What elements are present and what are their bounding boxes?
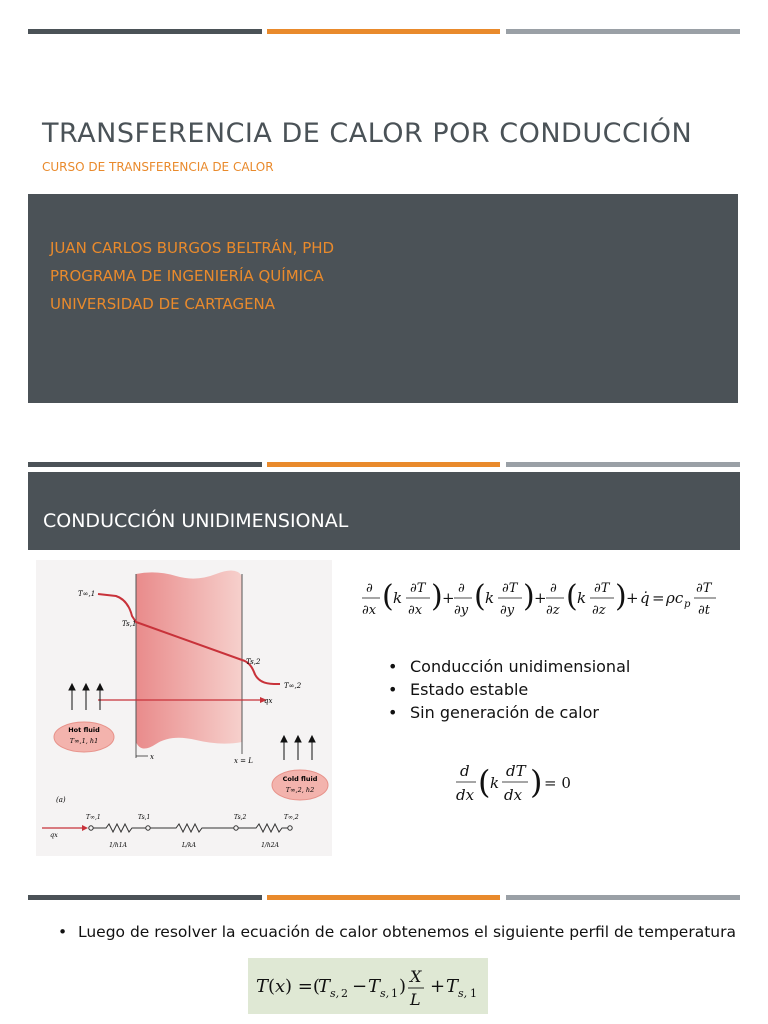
svg-text:L: L	[410, 990, 421, 1009]
svg-text:): )	[399, 976, 407, 997]
university-name: UNIVERSIDAD DE CARTAGENA	[50, 295, 276, 313]
resistance-3: 1/h2A	[261, 842, 279, 849]
circuit-ts2: Ts,2	[234, 814, 247, 821]
svg-text:): )	[523, 579, 535, 614]
heat-equation	[358, 572, 718, 624]
label-tinf1: T∞,1	[78, 590, 96, 598]
assumptions-list	[388, 655, 630, 724]
svg-text:T: T	[256, 976, 269, 997]
svg-text:∂x: ∂x	[362, 603, 377, 618]
list-item: • Conducción unidimensional	[388, 655, 630, 678]
svg-text:∂t: ∂t	[698, 603, 710, 618]
label-xL: x = L	[234, 757, 253, 765]
cold-fluid-label: Cold fluid	[282, 775, 318, 783]
accent-bar-orange	[267, 462, 500, 467]
accent-bar-grey	[506, 29, 740, 34]
label-ts2: Ts,2	[246, 658, 261, 666]
svg-text:2: 2	[341, 987, 348, 1000]
label-ts1: Ts,1	[122, 620, 137, 628]
svg-text:∂T: ∂T	[410, 581, 426, 596]
svg-text:(: (	[566, 579, 578, 614]
temperature-profile-equation	[248, 958, 488, 1014]
accent-bar-dark	[28, 895, 262, 900]
label-x: x	[150, 753, 154, 761]
thermal-circuit	[42, 814, 299, 849]
svg-text:+: +	[442, 589, 455, 607]
svg-text:∂T: ∂T	[696, 581, 712, 596]
hot-fluid-params: T∞,1, h1	[69, 737, 99, 745]
svg-text:+: +	[626, 589, 639, 607]
svg-text:q̇: q̇	[640, 589, 650, 607]
svg-text:X: X	[410, 967, 422, 986]
svg-text:): )	[615, 579, 627, 614]
accent-bar-dark	[28, 462, 262, 467]
plane-wall-figure	[36, 560, 332, 856]
svg-text:∂x: ∂x	[408, 603, 423, 618]
label-qx: qx	[264, 697, 273, 705]
circuit-qx: qx	[50, 831, 58, 839]
slide-subtitle: CURSO DE TRANSFERENCIA DE CALOR	[42, 160, 274, 174]
svg-text:∂: ∂	[550, 581, 557, 596]
svg-text:∂: ∂	[366, 581, 373, 596]
program-name: PROGRAMA DE INGENIERÍA QUÍMICA	[50, 267, 324, 285]
svg-text:(: (	[268, 976, 276, 997]
accent-bar-grey	[506, 895, 740, 900]
temperature-profile-formula	[248, 958, 488, 1014]
svg-text:∂T: ∂T	[502, 581, 518, 596]
list-item: • Sin generación de calor	[388, 701, 630, 724]
list-item: • Estado estable	[388, 678, 630, 701]
svg-text:(: (	[382, 579, 394, 614]
svg-text:k: k	[577, 589, 587, 607]
label-tinf2: T∞,2	[284, 682, 302, 690]
svg-text:∂y: ∂y	[454, 603, 469, 618]
svg-text:s,: s,	[380, 987, 390, 1000]
hot-fluid-arrows	[69, 684, 103, 710]
svg-text:= 0: = 0	[544, 774, 571, 792]
svg-text:∂z: ∂z	[546, 603, 560, 618]
svg-text:s,: s,	[330, 987, 340, 1000]
author-panel	[28, 194, 738, 403]
simplified-equation	[452, 758, 582, 808]
circuit-ts1: Ts,1	[138, 814, 151, 821]
svg-text:∂: ∂	[458, 581, 465, 596]
svg-text:+: +	[534, 589, 547, 607]
svg-text:∂y: ∂y	[500, 603, 515, 618]
svg-text:T: T	[368, 976, 381, 997]
svg-text:k: k	[393, 589, 403, 607]
svg-text:(: (	[478, 763, 491, 801]
circuit-tinf1: T∞,1	[86, 814, 101, 821]
svg-text:k: k	[485, 589, 495, 607]
svg-text:1: 1	[391, 987, 398, 1000]
plane-wall-diagram	[36, 560, 332, 856]
cold-fluid-arrows	[281, 736, 315, 760]
svg-text:T: T	[446, 976, 459, 997]
svg-text:T: T	[318, 976, 331, 997]
svg-text:∂T: ∂T	[594, 581, 610, 596]
section-header	[28, 472, 740, 550]
svg-text:): )	[530, 763, 543, 801]
author-name: JUAN CARLOS BURGOS BELTRÁN, PHD	[50, 239, 335, 257]
accent-bar-dark	[28, 29, 262, 34]
svg-text:(: (	[474, 579, 486, 614]
svg-text:dT: dT	[506, 762, 526, 780]
svg-text:dx: dx	[456, 786, 475, 804]
resistance-1: 1/h1A	[109, 842, 127, 849]
panel-label: (a)	[56, 796, 66, 804]
svg-text:ρc: ρc	[666, 589, 684, 607]
accent-bar-orange	[267, 895, 500, 900]
svg-text:x: x	[275, 976, 286, 997]
resistance-2: L/kA	[182, 842, 196, 849]
svg-text:dx: dx	[504, 786, 523, 804]
svg-text:1: 1	[470, 987, 477, 1000]
circuit-tinf2: T∞,2	[284, 814, 299, 821]
hot-fluid-label: Hot fluid	[68, 726, 100, 734]
svg-text:p: p	[684, 599, 691, 610]
svg-text:=: =	[652, 589, 665, 607]
svg-text:+: +	[430, 976, 446, 997]
wall	[136, 570, 242, 748]
cold-fluid-params: T∞,2, h2	[285, 786, 315, 794]
svg-text:d: d	[460, 762, 470, 780]
svg-text:): )	[431, 579, 443, 614]
conclusion-text: • Luego de resolver la ecuación de calor obtenemos el siguiente perfil de temperatura	[58, 923, 736, 941]
svg-text:s,: s,	[458, 987, 468, 1000]
slide-title: TRANSFERENCIA DE CALOR POR CONDUCCIÓN	[42, 118, 693, 149]
accent-bar-orange	[267, 29, 500, 34]
svg-text:∂z: ∂z	[592, 603, 606, 618]
svg-text:−: −	[352, 976, 368, 997]
svg-text:) =(: ) =(	[285, 976, 320, 997]
accent-bar-grey	[506, 462, 740, 467]
svg-text:k: k	[490, 774, 500, 792]
section-title: CONDUCCIÓN UNIDIMENSIONAL	[43, 510, 349, 532]
